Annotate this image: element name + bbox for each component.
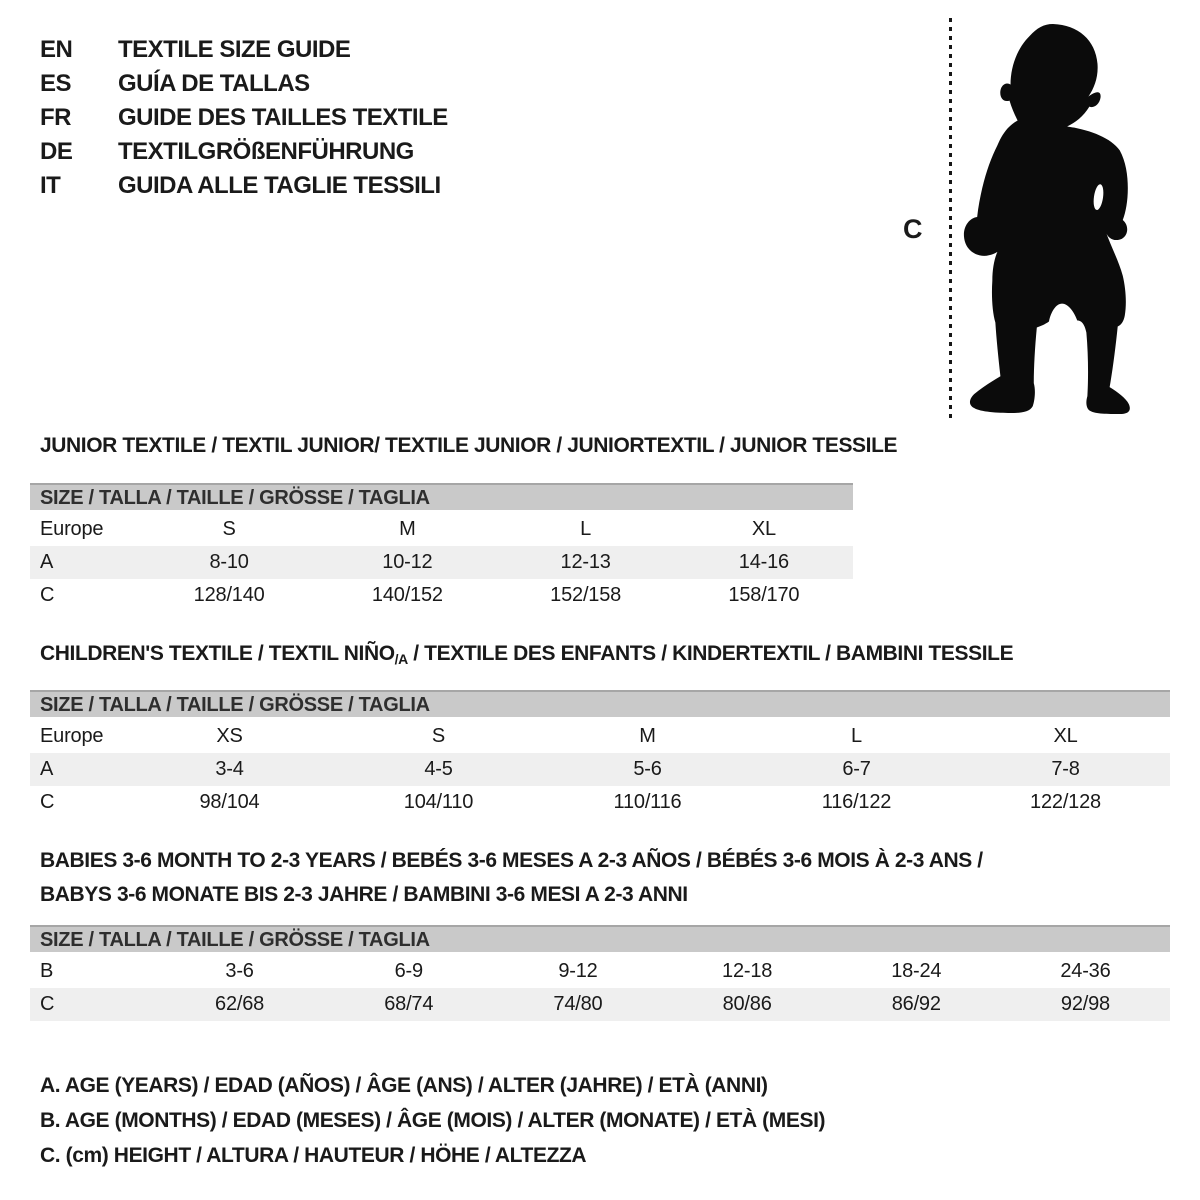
language-code: ES <box>40 70 72 97</box>
junior-size-header: SIZE / TALLA / TAILLE / GRÖSSE / TAGLIA <box>30 483 853 510</box>
size-cell: M <box>399 517 416 540</box>
table-row <box>30 579 853 612</box>
age-cell: 3-4 <box>215 758 244 780</box>
table-row <box>30 954 1170 988</box>
children-title-suffix: / TEXTILE DES ENFANTS / KINDERTEXTIL / BAMBINI TESSILE <box>407 642 1014 665</box>
age-cell: 6-9 <box>394 959 423 982</box>
size-cell: XL <box>1053 724 1078 747</box>
size-cell: S <box>222 517 236 540</box>
measurement-legend <box>40 1068 825 1173</box>
height-cell: 68/74 <box>384 993 434 1015</box>
table-row <box>30 786 1170 819</box>
age-cell: 7-8 <box>1051 758 1080 780</box>
children-table <box>30 719 1170 819</box>
height-cell: 86/92 <box>891 993 941 1015</box>
babies-title-line2: BABYS 3-6 MONATE BIS 2-3 JAHRE / BAMBINI 3-6 MESI A 2-3 ANNI <box>40 883 688 906</box>
age-cell: 12-18 <box>722 959 773 982</box>
size-cell: L <box>851 724 862 747</box>
size-cell: S <box>431 724 446 747</box>
age-cell: 4-5 <box>424 758 453 780</box>
row-label: C <box>40 993 55 1015</box>
height-cell: 62/68 <box>215 993 265 1015</box>
height-cell: 98/104 <box>199 791 260 813</box>
language-title: GUIDA ALLE TAGLIE TESSILI <box>118 172 441 199</box>
table-row <box>30 988 1170 1021</box>
language-title: GUÍA DE TALLAS <box>118 70 310 97</box>
children-title-prefix: CHILDREN'S TEXTILE / TEXTIL NIÑO <box>40 642 395 665</box>
language-row-it <box>40 169 448 203</box>
table-row <box>30 753 1170 786</box>
language-row-de <box>40 135 448 169</box>
age-cell: 5-6 <box>633 758 662 780</box>
language-row-es <box>40 67 448 101</box>
height-cell: 158/170 <box>728 584 800 606</box>
age-cell: 8-10 <box>209 551 249 573</box>
babies-section-title <box>40 844 983 912</box>
children-section-title <box>40 642 1013 667</box>
table-row <box>30 719 1170 753</box>
size-cell: XS <box>216 724 243 747</box>
children-title-sub: /A <box>394 651 408 667</box>
row-label: Europe <box>40 517 104 540</box>
row-label: Europe <box>40 724 104 747</box>
age-cell: 3-6 <box>225 959 254 982</box>
age-cell: 10-12 <box>382 551 433 573</box>
row-label: A <box>40 551 54 573</box>
babies-table <box>30 954 1170 1021</box>
row-label: C <box>40 584 55 606</box>
height-dashed-line <box>949 18 952 418</box>
age-cell: 24-36 <box>1060 959 1111 982</box>
language-code: FR <box>40 104 71 131</box>
legend-age-years: A. AGE (YEARS) / EDAD (AÑOS) / ÂGE (ANS) / ALTER (JAHRE) / ETÀ (ANNI) <box>40 1074 768 1097</box>
size-cell: M <box>639 724 656 747</box>
height-cell: 92/98 <box>1060 993 1110 1015</box>
legend-height-cm: C. (cm) HEIGHT / ALTURA / HAUTEUR / HÖHE / ALTEZZA <box>40 1144 587 1167</box>
language-row-fr <box>40 101 448 135</box>
toddler-silhouette-icon <box>962 22 1144 420</box>
height-cell: 80/86 <box>722 993 772 1015</box>
table-row <box>30 512 853 546</box>
height-cell: 140/152 <box>371 584 443 606</box>
age-cell: 14-16 <box>738 551 789 573</box>
junior-table <box>30 512 853 612</box>
row-label: B <box>40 959 54 982</box>
height-cell: 152/158 <box>550 584 622 606</box>
babies-size-header: SIZE / TALLA / TAILLE / GRÖSSE / TAGLIA <box>30 925 1170 952</box>
babies-title-line1: BABIES 3-6 MONTH TO 2-3 YEARS / BEBÉS 3-6 MESES A 2-3 AÑOS / BÉBÉS 3-6 MOIS À 2-3 ANS / <box>40 849 983 872</box>
language-code: DE <box>40 138 73 165</box>
language-code: EN <box>40 36 73 63</box>
height-cell: 128/140 <box>193 584 265 606</box>
size-cell: L <box>580 517 592 540</box>
language-title: TEXTILGRÖßENFÜHRUNG <box>118 138 414 165</box>
language-code: IT <box>40 172 61 199</box>
children-size-header: SIZE / TALLA / TAILLE / GRÖSSE / TAGLIA <box>30 690 1170 717</box>
language-row-en <box>40 33 448 67</box>
table-row <box>30 546 853 579</box>
height-cell: 74/80 <box>553 993 603 1015</box>
height-cell: 116/122 <box>821 791 892 813</box>
language-list <box>40 33 448 203</box>
height-measure-label: C <box>903 214 923 244</box>
age-cell: 9-12 <box>558 959 598 982</box>
age-cell: 6-7 <box>842 758 871 780</box>
age-cell: 18-24 <box>891 959 942 982</box>
row-label: A <box>40 758 54 780</box>
language-title: GUIDE DES TAILLES TEXTILE <box>118 104 448 131</box>
height-cell: 110/116 <box>613 791 682 813</box>
height-cell: 104/110 <box>403 791 474 813</box>
height-cell: 122/128 <box>1030 791 1101 813</box>
junior-section-title: JUNIOR TEXTILE / TEXTIL JUNIOR/ TEXTILE JUNIOR / JUNIORTEXTIL / JUNIOR TESSILE <box>40 434 898 457</box>
row-label: C <box>40 791 55 813</box>
age-cell: 12-13 <box>560 551 611 573</box>
size-cell: XL <box>751 517 776 540</box>
legend-age-months: B. AGE (MONTHS) / EDAD (MESES) / ÂGE (MOIS) / ALTER (MONATE) / ETÀ (MESI) <box>40 1109 826 1132</box>
language-title: TEXTILE SIZE GUIDE <box>118 36 351 63</box>
